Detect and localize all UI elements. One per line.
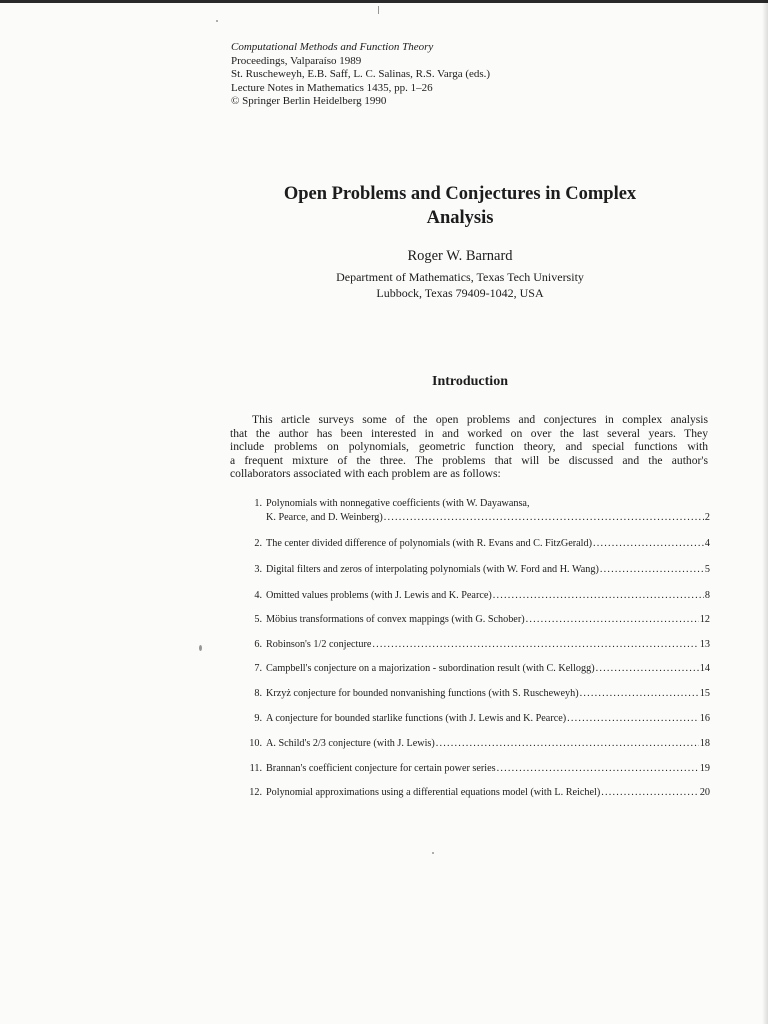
toc-page-number: 13 bbox=[699, 639, 710, 650]
paper-title bbox=[200, 182, 720, 230]
bibliographic-header bbox=[231, 41, 490, 109]
paper-title-line-2: Analysis bbox=[426, 208, 494, 228]
toc-leader-dots bbox=[593, 537, 704, 551]
toc-number: 12. bbox=[249, 787, 262, 798]
toc-title: Campbell's conjecture on a majorization - subordination result (with C. Kellogg) bbox=[266, 663, 595, 674]
toc-number: 6. bbox=[254, 639, 262, 650]
toc-entry bbox=[230, 786, 710, 800]
toc-title: Krzyż conjecture for bounded nonvanishing functions (with S. Ruscheweyh) bbox=[266, 688, 579, 699]
page-edge-shadow bbox=[762, 0, 768, 1024]
section-heading-introduction: Introduction bbox=[432, 374, 508, 389]
toc-leader-dots bbox=[436, 737, 699, 751]
toc-number: 5. bbox=[254, 614, 262, 625]
toc-number: 2. bbox=[254, 538, 262, 549]
affiliation-line-1: Department of Mathematics, Texas Tech University bbox=[336, 270, 584, 284]
toc-number: 7. bbox=[254, 663, 262, 674]
toc-title: Polynomial approximations using a differential equations model (with L. Reichel) bbox=[266, 787, 601, 798]
intro-line: This article surveys some of the open problems and conjectures in complex analysis bbox=[252, 413, 708, 426]
intro-line: that the author has been interested in and worked on over the last several years. They bbox=[230, 426, 708, 440]
toc-leader-dots bbox=[580, 687, 699, 701]
copyright-line: © Springer Berlin Heidelberg 1990 bbox=[231, 95, 387, 108]
toc-page-number: 16 bbox=[699, 713, 710, 724]
intro-line: collaborators associated with each problem are as follows: bbox=[230, 467, 501, 481]
toc-entry bbox=[230, 638, 710, 652]
toc-title: A conjecture for bounded starlike functions (with J. Lewis and K. Pearce) bbox=[266, 713, 567, 724]
scan-speck bbox=[378, 6, 379, 14]
toc-entry bbox=[230, 613, 710, 627]
toc-number: 11. bbox=[249, 763, 262, 774]
toc-entry bbox=[230, 662, 710, 676]
toc-entry bbox=[230, 537, 710, 551]
affiliation-line-2: Lubbock, Texas 79409-1042, USA bbox=[376, 286, 544, 300]
toc-entry bbox=[230, 589, 710, 603]
author-name: Roger W. Barnard bbox=[407, 248, 513, 264]
toc-entry bbox=[230, 563, 710, 577]
toc-page-number: 18 bbox=[699, 738, 710, 749]
series-title: Computational Methods and Function Theory bbox=[231, 41, 434, 53]
toc-page-number: 20 bbox=[699, 787, 710, 798]
toc-entry bbox=[230, 497, 710, 525]
toc-title: Brannan's coefficient conjecture for certain power series bbox=[266, 763, 496, 774]
toc-leader-dots bbox=[384, 511, 704, 525]
toc-title: Digital filters and zeros of interpolating polynomials (with W. Ford and H. Wang) bbox=[266, 564, 599, 575]
toc-number: 4. bbox=[254, 590, 262, 601]
toc-title: Polynomials with nonnegative coefficients (with W. Dayawansa, bbox=[266, 498, 530, 509]
scan-speck bbox=[199, 645, 202, 651]
toc-page-number: 12 bbox=[699, 614, 710, 625]
toc-title: Omitted values problems (with J. Lewis and K. Pearce) bbox=[266, 590, 492, 601]
top-edge-rule bbox=[0, 0, 768, 3]
toc-leader-dots bbox=[600, 563, 704, 577]
toc-page-number: 4 bbox=[704, 538, 710, 549]
toc-page-number: 8 bbox=[704, 590, 710, 601]
paper-title-line-1: Open Problems and Conjectures in Complex bbox=[283, 184, 637, 204]
editors-line: St. Ruscheweyh, E.B. Saff, L. C. Salinas, R.S. Varga (eds.) bbox=[231, 68, 491, 81]
toc-title-continued: K. Pearce, and D. Weinberg) bbox=[266, 512, 383, 523]
proceedings-line: Proceedings, Valparaíso 1989 bbox=[231, 54, 362, 67]
intro-line: include problems on polynomials, geometric function theory, and special functions with bbox=[230, 440, 708, 454]
toc-entry bbox=[230, 762, 710, 776]
toc-number: 8. bbox=[254, 688, 262, 699]
toc-number: 9. bbox=[254, 713, 262, 724]
scan-speck bbox=[216, 20, 218, 22]
toc-title: Robinson's 1/2 conjecture bbox=[266, 639, 372, 650]
toc-leader-dots bbox=[596, 662, 699, 676]
toc-title: The center divided difference of polynomials (with R. Evans and C. FitzGerald) bbox=[266, 538, 592, 549]
toc-page-number: 5 bbox=[704, 564, 710, 575]
toc-title: A. Schild's 2/3 conjecture (with J. Lewis) bbox=[266, 738, 435, 749]
toc-number: 1. bbox=[254, 498, 262, 509]
author-affiliation bbox=[200, 269, 720, 301]
intro-line: a frequent mixture of the three. The problems that will be discussed and the author's bbox=[230, 453, 708, 467]
toc-page-number: 2 bbox=[704, 512, 710, 523]
toc-page-number: 14 bbox=[699, 663, 710, 674]
toc-entry bbox=[230, 712, 710, 726]
scan-speck bbox=[432, 852, 434, 854]
toc-number: 10. bbox=[249, 738, 262, 749]
toc-entry bbox=[230, 687, 710, 701]
toc-page-number: 15 bbox=[699, 688, 710, 699]
toc-leader-dots bbox=[567, 712, 699, 726]
toc-leader-dots bbox=[497, 762, 699, 776]
toc-leader-dots bbox=[372, 638, 698, 652]
toc-leader-dots bbox=[526, 613, 699, 627]
introduction-paragraph bbox=[230, 413, 708, 481]
toc-number: 3. bbox=[254, 564, 262, 575]
toc-entry bbox=[230, 737, 710, 751]
toc-page-number: 19 bbox=[699, 763, 710, 774]
toc-leader-dots bbox=[601, 786, 699, 800]
toc-title: Möbius transformations of convex mappings (with G. Schober) bbox=[266, 614, 525, 625]
lecture-notes-line: Lecture Notes in Mathematics 1435, pp. 1–26 bbox=[231, 81, 433, 94]
toc-leader-dots bbox=[493, 589, 704, 603]
